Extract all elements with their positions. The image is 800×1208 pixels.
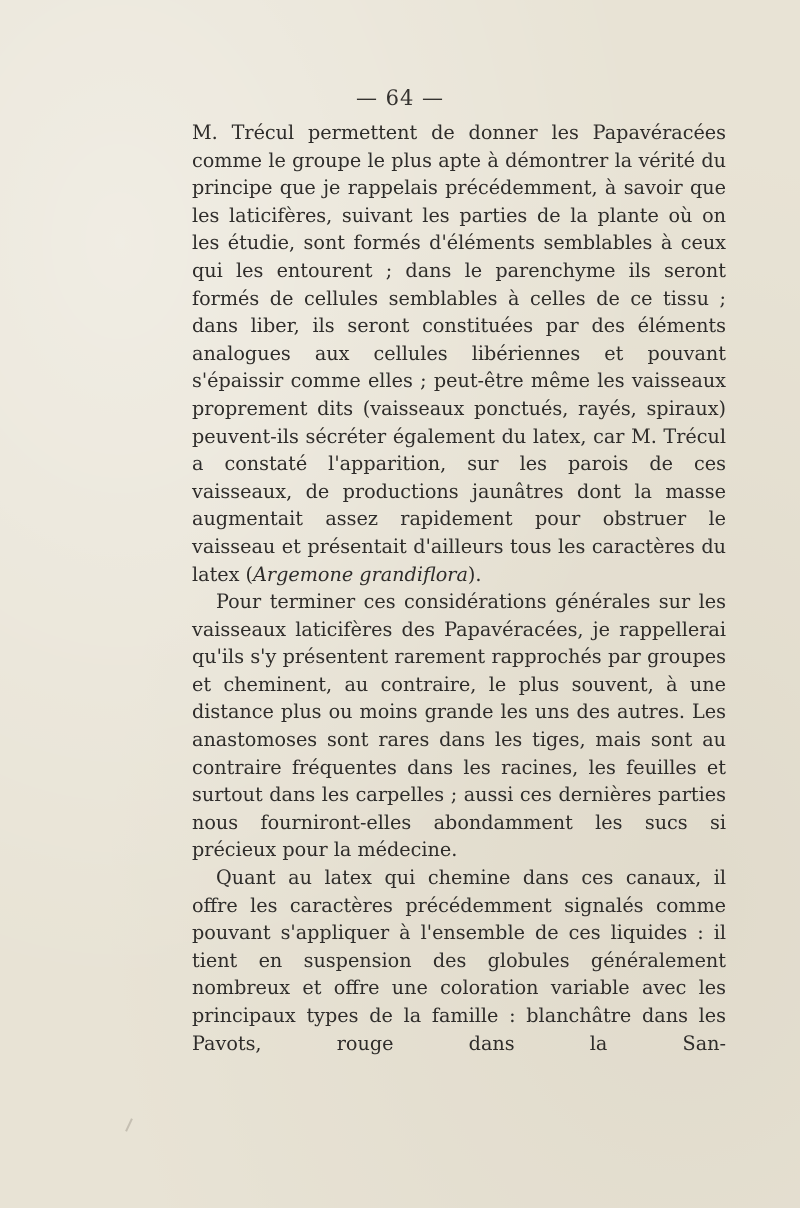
paragraph-1-end: ). [467, 562, 482, 586]
paragraph-1 [192, 119, 726, 588]
paragraph-2: Pour terminer ces considérations générales sur les vaisseaux laticifères des Papavéracées, je rappellerai qu'ils s'y présentent rarement rapprochés par groupes et cheminent, au contraire, le plus souvent, à une distance plus ou moins grande les uns des autres. Les anastomoses sont rares dans les tiges, mais sont au contraire fréquentes dans les racines, les feuilles et surtout dans les carpelles ; aussi ces dernières parties nous fourniront-elles abondamment les sucs si précieux pour la médecine. [192, 590, 726, 862]
paragraph-3: Quant au latex qui chemine dans ces canaux, il offre les caractères précédemment signalés comme pouvant s'appliquer à l'ensemble de ces liquides : il tient en suspension des globules généralement nombreux et offre une coloration variable avec les principaux types de la famille : blanchâtre dans les Pavots, rouge dans la San- [192, 866, 726, 1055]
page-number: — 64 — [355, 86, 445, 110]
paragraph-1-text: M. Trécul permettent de donner les Papavéracées comme le groupe le plus apte à démontrer la vérité du principe que je rappelais précédemment, à savoir que les laticifères, suivant les parties de la plante où on les étudie, sont formés d'éléments semblables à ceux qui les entourent ; dans le parenchyme ils seront formés de cellules semblables à celles de ce tissu ; dans liber, ils seront constituées par des éléments analogues aux cellules libériennes et pouvant s'épaissir comme elles ; peut-être même les vaisseaux proprement dits (vaisseaux ponctués, rayés, spiraux) peuvent-ils sécréter également du latex, car M. Trécul a constaté l'apparition, sur les parois de ces vaisseaux, de productions jaunâtres dont la masse augmentait assez rapidement pour obstruer le vaisseau et présentait d'ailleurs tous les caractères du latex ( [192, 121, 726, 586]
body-text [192, 119, 726, 1057]
species-name: Argemone grandiflora [253, 562, 468, 586]
paper-blemish [125, 1118, 133, 1132]
